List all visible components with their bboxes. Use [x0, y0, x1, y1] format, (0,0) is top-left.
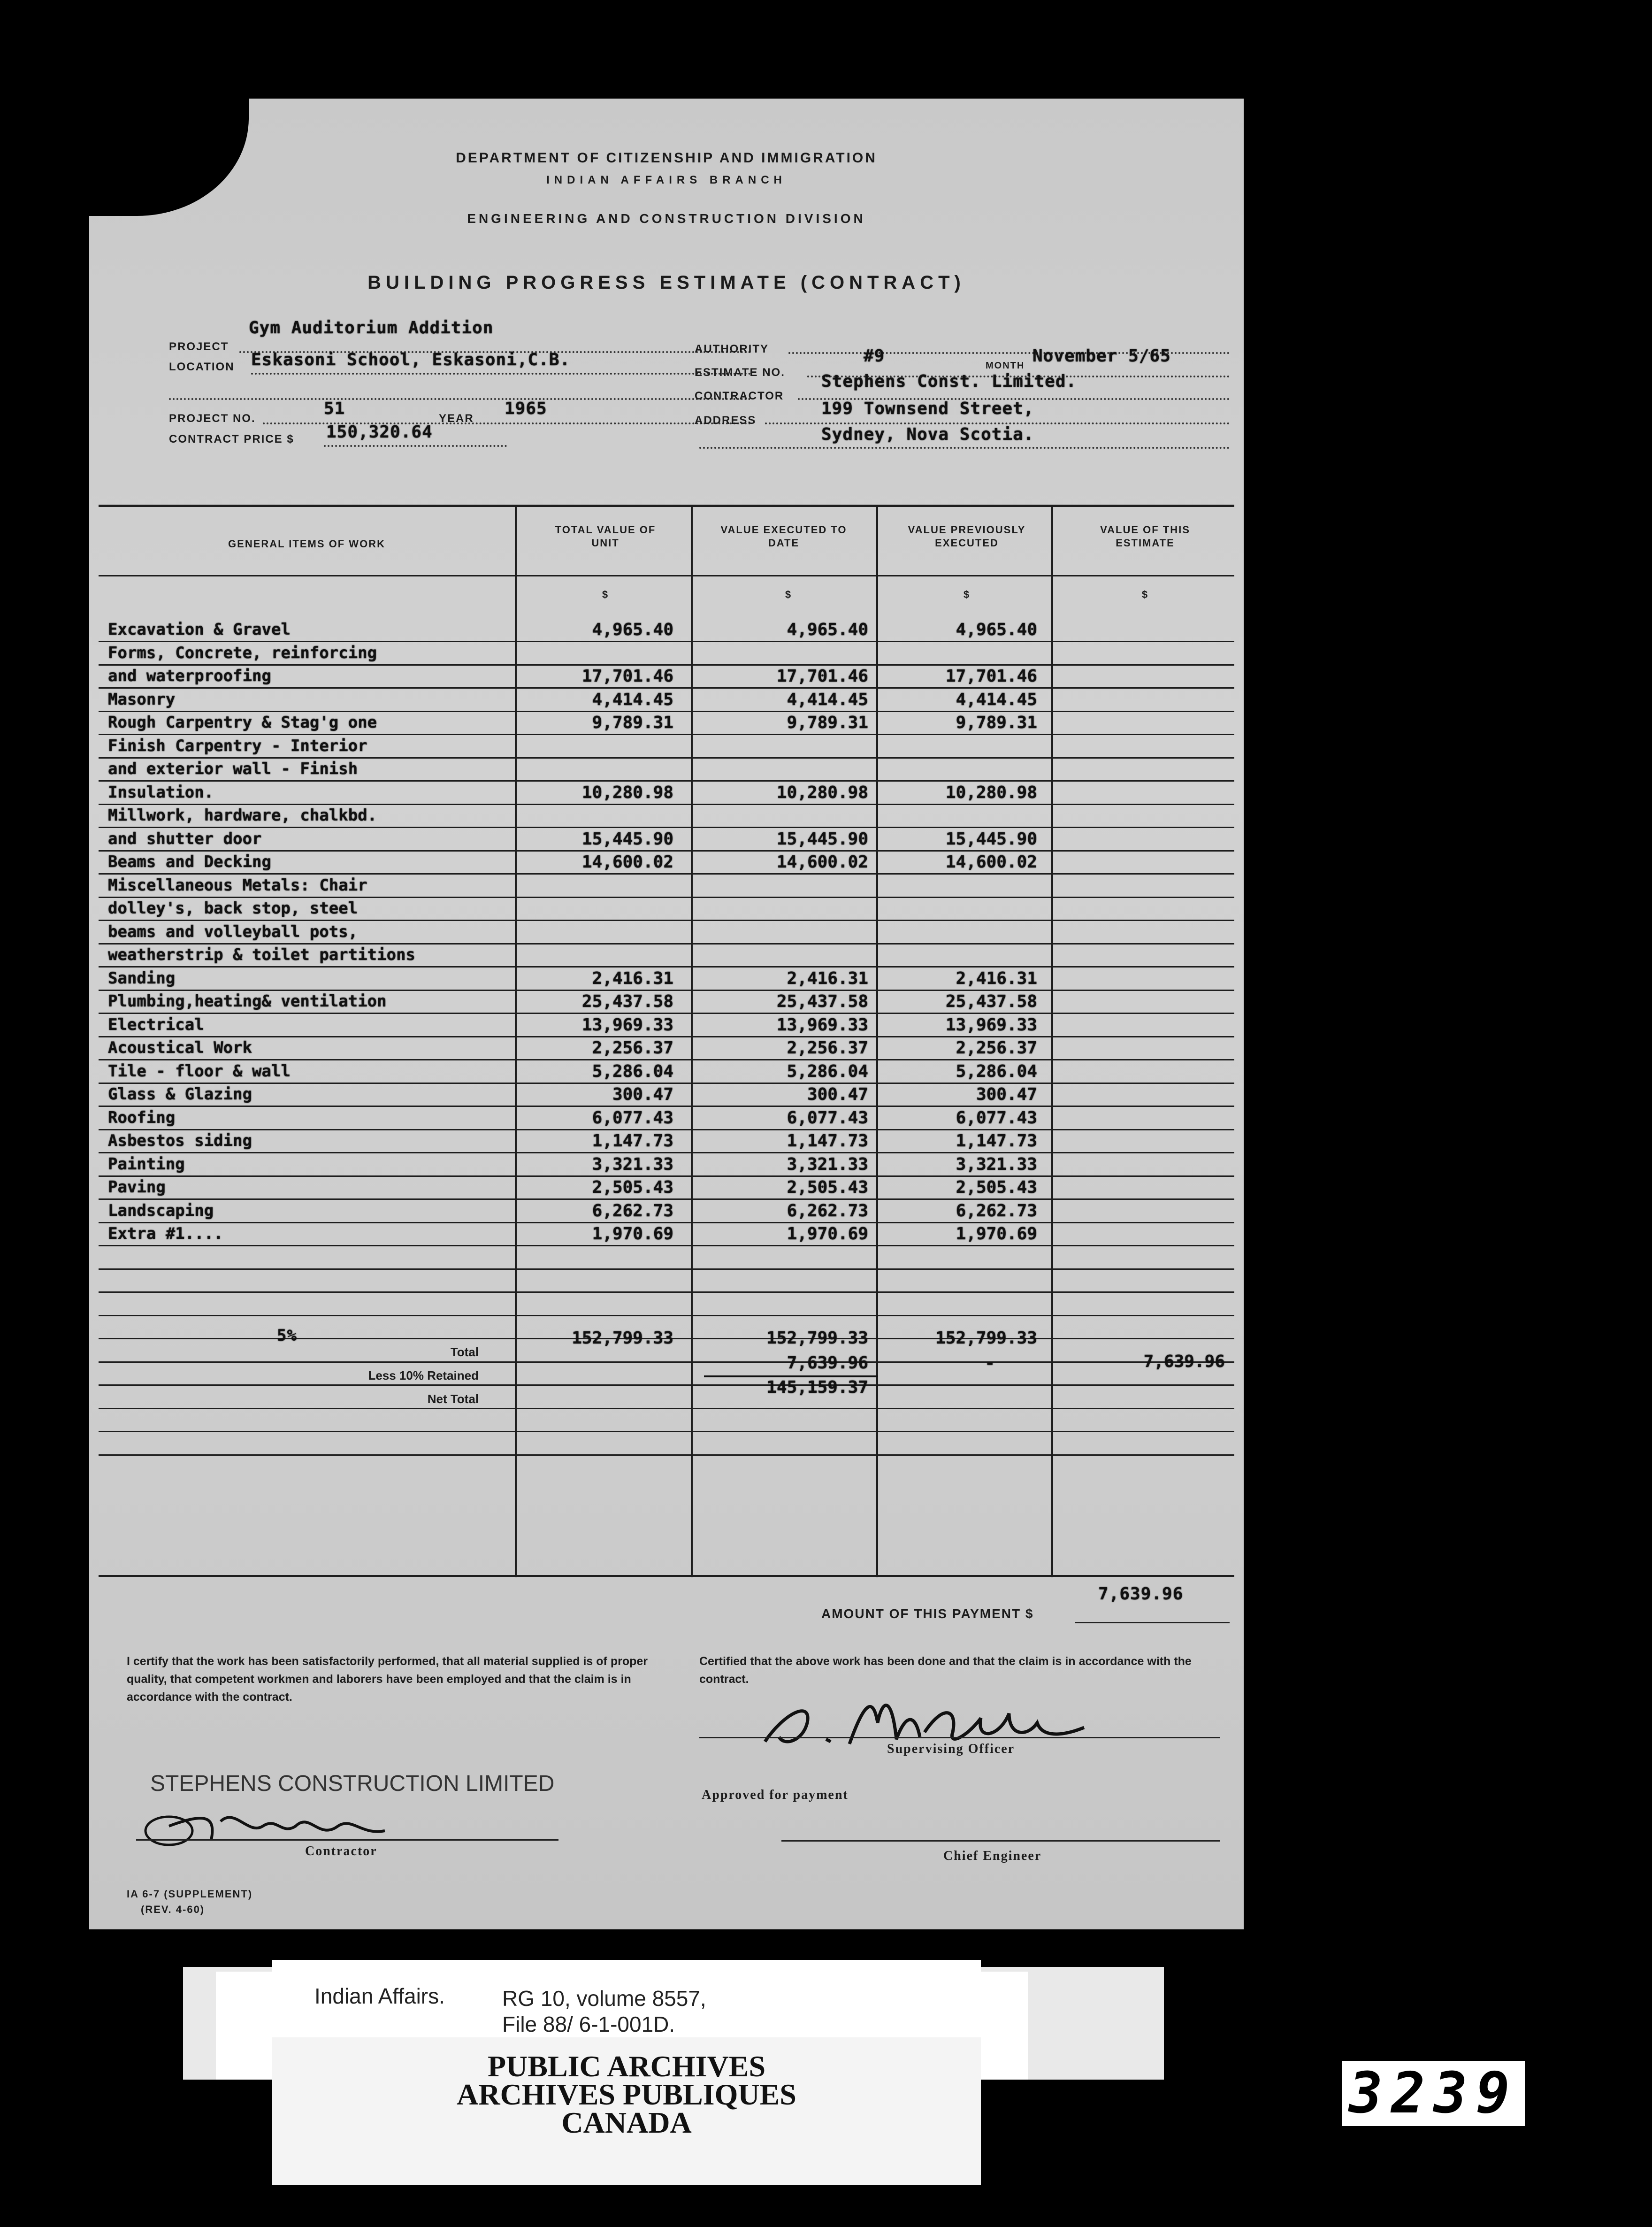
supervising-officer-label: Supervising Officer: [887, 1742, 1015, 1756]
row-executed: 10,280.98: [776, 783, 868, 802]
net-total-label: Net Total: [427, 1392, 479, 1406]
row-total: 10,280.98: [581, 783, 673, 802]
row-item: Beams and Decking: [108, 852, 271, 871]
row-rule: [99, 711, 1234, 712]
row-rule: [99, 687, 1234, 689]
address-label: ADDRESS: [695, 414, 757, 427]
row-rule: [99, 1245, 1234, 1246]
contract-price-value: 150,320.64: [326, 422, 433, 442]
currency-total: $: [602, 589, 609, 600]
year-label: YEAR: [439, 412, 474, 425]
row-item: Glass & Glazing: [108, 1085, 252, 1104]
row-total: 4,414.45: [592, 690, 673, 709]
row-item: Landscaping: [108, 1201, 214, 1220]
form-title: BUILDING PROGRESS ESTIMATE (CONTRACT): [367, 272, 965, 293]
archive-line-1: PUBLIC ARCHIVES: [487, 2050, 766, 2083]
row-executed: 4,965.40: [787, 620, 868, 639]
contract-price-label: CONTRACT PRICE $: [169, 433, 294, 445]
row-item: Roofing: [108, 1108, 176, 1127]
row-total: 9,789.31: [592, 713, 673, 732]
address-line-rule-1: [765, 422, 1230, 424]
row-previous: 4,965.40: [956, 620, 1037, 639]
row-previous: 14,600.02: [945, 852, 1037, 872]
contractor-label: Contractor: [305, 1844, 377, 1858]
approved-label: Approved for payment: [702, 1788, 849, 1802]
row-rule: [99, 804, 1234, 805]
row-executed: 4,414.45: [787, 690, 868, 709]
percent-mark: 5%: [277, 1326, 297, 1345]
row-executed: 300.47: [807, 1085, 868, 1104]
row-item: Miscellaneous Metals: Chair: [108, 875, 367, 895]
officer-certification: Certified that the above work has been done and that the claim is in accordance with the contract.: [699, 1655, 1192, 1686]
row-item: Extra #1....: [108, 1224, 223, 1243]
row-rule: [99, 1454, 1234, 1456]
currency-this: $: [1141, 589, 1149, 600]
row-rule: [99, 897, 1234, 898]
row-executed: 5,286.04: [787, 1061, 868, 1081]
chief-engineer-label: Chief Engineer: [943, 1849, 1042, 1863]
row-rule: [99, 1152, 1234, 1153]
form-code-line-1: IA 6-7 (SUPPLEMENT): [127, 1888, 253, 1900]
row-previous: 3,321.33: [956, 1154, 1037, 1174]
row-rule: [99, 873, 1234, 875]
archive-source: Indian Affairs.: [314, 1984, 445, 2008]
row-rule: [99, 850, 1234, 852]
payment-label: AMOUNT OF THIS PAYMENT $: [821, 1606, 1034, 1621]
row-total: 25,437.58: [581, 992, 673, 1011]
film-frame-right-tab: [981, 1972, 1028, 2080]
film-frame-left-tab: [216, 1972, 272, 2080]
row-rule: [99, 827, 1234, 828]
work-items-table: [99, 505, 1234, 1577]
net-rule: [704, 1375, 878, 1377]
row-item: Tile - floor & wall: [108, 1061, 291, 1081]
header-items: GENERAL ITEMS OF WORK: [228, 538, 385, 550]
row-previous: 13,969.33: [945, 1015, 1037, 1035]
payment-value: 7,639.96: [1098, 1584, 1184, 1604]
header-this: VALUE OF THIS ESTIMATE: [1100, 524, 1190, 549]
row-executed: 14,600.02: [776, 852, 868, 872]
contractor-signature: [141, 1798, 422, 1850]
currency-previous: $: [963, 589, 971, 600]
row-total: 5,286.04: [592, 1061, 673, 1081]
row-total: 6,262.73: [592, 1201, 673, 1221]
retained-label: Less 10% Retained: [368, 1368, 479, 1382]
project-no-label: PROJECT NO.: [169, 412, 256, 425]
row-rule: [99, 1129, 1234, 1130]
row-total: 2,416.31: [592, 968, 673, 988]
row-rule: [99, 1198, 1234, 1200]
form-code-line-2: (REV. 4-60): [141, 1904, 205, 1915]
row-executed: 1,147.73: [787, 1131, 868, 1151]
officer-rule: [699, 1737, 1220, 1738]
row-total: 2,256.37: [592, 1038, 673, 1058]
row-executed: 2,505.43: [787, 1178, 868, 1197]
header-rule: [99, 575, 1234, 576]
row-total: 3,321.33: [592, 1154, 673, 1174]
chief-rule: [781, 1840, 1220, 1842]
row-previous: 4,414.45: [956, 690, 1037, 709]
contractor-value: Stephens Const. Limited.: [821, 372, 1077, 391]
row-item: and waterproofing: [108, 667, 271, 685]
total-executed: 152,799.33: [766, 1329, 868, 1348]
row-item: Sanding: [108, 968, 176, 988]
contractor-certification: I certify that the work has been satisfactorily performed, that all material supplied is of proper quality, that competent workmen and laborers have been employed and that the claim is in accordance with the contract.: [127, 1655, 648, 1704]
branch-heading: INDIAN AFFAIRS BRANCH: [546, 174, 787, 186]
row-total: 2,505.43: [592, 1178, 673, 1197]
address-line-rule-2: [699, 447, 1230, 449]
currency-executed: $: [785, 589, 792, 600]
row-item: Insulation.: [108, 783, 214, 802]
row-total: 6,077.43: [592, 1108, 673, 1128]
row-executed: 25,437.58: [776, 992, 868, 1011]
row-executed: 1,970.69: [787, 1224, 868, 1244]
row-previous: 1,147.73: [956, 1131, 1037, 1151]
row-previous: 15,445.90: [945, 829, 1037, 849]
row-total: 17,701.46: [581, 667, 673, 686]
department-heading: DEPARTMENT OF CITIZENSHIP AND IMMIGRATION: [456, 150, 877, 166]
row-total: 300.47: [612, 1085, 673, 1104]
division-heading: ENGINEERING AND CONSTRUCTION DIVISION: [467, 211, 866, 226]
total-previous: 152,799.33: [935, 1329, 1037, 1348]
location-label: LOCATION: [169, 361, 235, 373]
archive-reference-1: RG 10, volume 8557,: [502, 1986, 706, 2011]
row-item: Masonry: [108, 690, 176, 709]
row-rule: [99, 1175, 1234, 1177]
row-item: Millwork, hardware, chalkbd.: [108, 806, 377, 825]
row-item: Asbestos siding: [108, 1131, 252, 1150]
row-rule: [99, 757, 1234, 759]
row-executed: 6,262.73: [787, 1201, 868, 1221]
row-item: and exterior wall - Finish: [108, 760, 358, 778]
row-executed: 3,321.33: [787, 1154, 868, 1174]
row-rule: [99, 1291, 1234, 1293]
project-label: PROJECT: [169, 340, 229, 353]
row-item: weatherstrip & toilet partitions: [108, 945, 416, 964]
location-value: Eskasoni School, Eskasoni,C.B.: [251, 350, 571, 369]
row-rule: [99, 1222, 1234, 1223]
row-executed: 15,445.90: [776, 829, 868, 849]
row-previous: 17,701.46: [945, 667, 1037, 686]
row-rule: [99, 1408, 1234, 1409]
row-rule: [99, 1013, 1234, 1014]
header-previous: VALUE PREVIOUSLY EXECUTED: [908, 524, 1026, 549]
row-item: dolley's, back stop, steel: [108, 899, 358, 918]
row-rule: [99, 1036, 1234, 1037]
row-total: 14,600.02: [581, 852, 673, 872]
this-estimate-value: 7,639.96: [1143, 1352, 1225, 1371]
row-previous: 2,256.37: [956, 1038, 1037, 1058]
row-rule: [99, 943, 1234, 945]
net-executed: 145,159.37: [766, 1378, 868, 1397]
payment-rule: [1075, 1622, 1230, 1623]
address-line-2: Sydney, Nova Scotia.: [821, 425, 1034, 444]
retained-executed: 7,639.96: [787, 1353, 868, 1373]
row-executed: 13,969.33: [776, 1015, 868, 1035]
row-previous: 300.47: [976, 1085, 1037, 1104]
row-item: Electrical: [108, 1015, 204, 1034]
row-rule: [99, 1384, 1234, 1386]
archive-line-2: ARCHIVES PUBLIQUES: [457, 2078, 796, 2111]
archive-reference-2: File 88/ 6-1-001D.: [502, 2012, 675, 2036]
row-previous: 5,286.04: [956, 1061, 1037, 1081]
project-no-value: 51: [324, 399, 345, 418]
row-item: Acoustical Work: [108, 1038, 252, 1057]
col-divider-4: [1051, 505, 1053, 1577]
row-executed: 6,077.43: [787, 1108, 868, 1128]
row-item: Rough Carpentry & Stag'g one: [108, 713, 377, 732]
header-executed: VALUE EXECUTED TO DATE: [720, 524, 847, 549]
archive-line-3: CANADA: [561, 2106, 692, 2139]
row-total: 15,445.90: [581, 829, 673, 849]
estimate-no-label: ESTIMATE NO.: [695, 366, 785, 379]
table-top-rule: [99, 505, 1234, 507]
row-previous: 1,970.69: [956, 1224, 1037, 1244]
row-executed: 17,701.46: [776, 667, 868, 686]
row-executed: 2,256.37: [787, 1038, 868, 1058]
row-executed: 2,416.31: [787, 968, 868, 988]
row-previous: 6,077.43: [956, 1108, 1037, 1128]
header-total: TOTAL VALUE OF UNIT: [555, 524, 656, 549]
row-executed: 9,789.31: [787, 713, 868, 732]
row-item: Finish Carpentry - Interior: [108, 736, 367, 755]
row-rule: [99, 734, 1234, 735]
row-previous: 9,789.31: [956, 713, 1037, 732]
row-previous: 25,437.58: [945, 992, 1037, 1011]
archive-label: [272, 1960, 981, 2185]
authority-label: AUTHORITY: [695, 343, 769, 355]
row-rule: [99, 966, 1234, 968]
blank-line: [169, 398, 751, 400]
total-unit: 152,799.33: [572, 1329, 673, 1348]
row-rule: [99, 1083, 1234, 1084]
row-item: Plumbing,heating& ventilation: [108, 992, 387, 1011]
month-label: MONTH: [986, 361, 1025, 371]
location-line: [251, 373, 751, 375]
month-value: November 5/65: [1032, 346, 1171, 366]
row-item: beams and volleyball pots,: [108, 922, 358, 941]
row-rule: [99, 1106, 1234, 1107]
retained-previous: -: [985, 1353, 995, 1373]
row-previous: 6,262.73: [956, 1201, 1037, 1221]
row-item: and shutter door: [108, 829, 262, 848]
table-bottom-rule: [99, 1575, 1234, 1577]
row-rule: [99, 920, 1234, 921]
estimate-form: [89, 99, 1244, 1929]
total-label: Total: [450, 1345, 479, 1359]
address-line-1: 199 Townsend Street,: [821, 399, 1034, 418]
row-rule: [99, 1059, 1234, 1060]
year-value: 1965: [505, 399, 547, 418]
contractor-rule: [136, 1839, 558, 1841]
row-previous: 10,280.98: [945, 783, 1037, 802]
row-item: Excavation & Gravel: [108, 620, 291, 639]
row-previous: 2,505.43: [956, 1178, 1037, 1197]
contractor-label: CONTRACTOR: [695, 390, 784, 402]
row-rule: [99, 1431, 1234, 1432]
row-item: Painting: [108, 1154, 185, 1174]
row-rule: [99, 641, 1234, 642]
estimate-no-value: #9: [864, 346, 885, 366]
row-total: 13,969.33: [581, 1015, 673, 1035]
company-stamp: STEPHENS CONSTRUCTION LIMITED: [150, 1771, 555, 1796]
row-total: 1,147.73: [592, 1131, 673, 1151]
row-rule: [99, 780, 1234, 782]
row-previous: 2,416.31: [956, 968, 1037, 988]
frame-number: 3239: [1342, 2061, 1525, 2126]
row-total: 1,970.69: [592, 1224, 673, 1244]
row-item: Paving: [108, 1178, 166, 1197]
project-value: Gym Auditorium Addition: [249, 318, 494, 338]
row-total: 4,965.40: [592, 620, 673, 639]
row-rule: [99, 990, 1234, 991]
row-rule: [99, 664, 1234, 666]
row-rule: [99, 1268, 1234, 1270]
row-item: Forms, Concrete, reinforcing: [108, 643, 377, 662]
contract-price-line: [324, 445, 507, 447]
row-rule: [99, 1315, 1234, 1316]
